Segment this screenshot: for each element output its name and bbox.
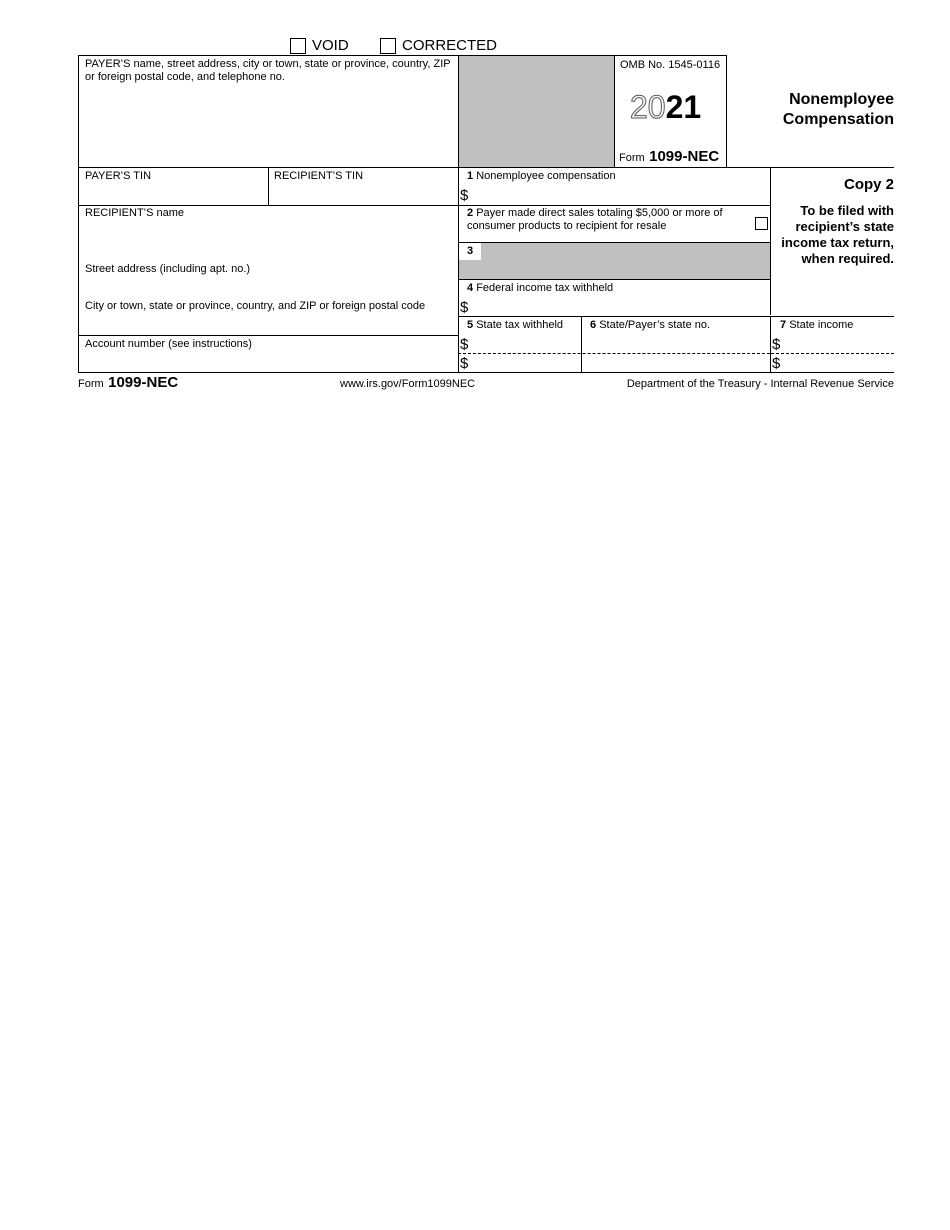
recipient-tin-field[interactable] [269, 184, 457, 204]
box2-label: 2 Payer made direct sales totaling $5,000 or more of consumer products to recipient for resale [467, 207, 723, 232]
gray-shade-box3-lower [459, 260, 481, 279]
line-below-box4 [458, 316, 894, 317]
box2-checkbox[interactable] [755, 217, 768, 230]
frame-top-left [78, 55, 727, 56]
box5-dollar-line1: $ [460, 336, 469, 353]
recipient-city-field[interactable] [79, 314, 457, 334]
form-title: Nonemployee Compensation [782, 91, 894, 128]
box7-label: 7 State income [780, 319, 854, 331]
void-label: VOID [312, 37, 349, 54]
recipient-name-field[interactable] [79, 221, 457, 259]
gray-shade-header [459, 56, 614, 167]
tax-year-outline: 20 [630, 89, 666, 125]
divider-omb-right [726, 55, 727, 167]
box4-dollar: $ [460, 299, 469, 316]
box5-amount-field-1[interactable] [472, 334, 580, 352]
divider-omb-left [614, 55, 615, 167]
dashed-state-line-right [771, 353, 894, 354]
box4-amount-field[interactable] [472, 297, 768, 315]
tax-year-bold: 21 [665, 89, 702, 125]
box7-dollar-line2: $ [772, 355, 781, 372]
account-number-label: Account number (see instructions) [85, 338, 252, 350]
recipient-name-label: RECIPIENT’S name [85, 207, 185, 219]
line-below-box3 [458, 279, 770, 280]
line-below-box2 [458, 242, 770, 243]
omb-number: OMB No. 1545-0116 [620, 59, 721, 71]
box3-label: 3 [467, 245, 474, 257]
box1-label: 1 Nonemployee compensation [467, 170, 616, 182]
box1-amount-field[interactable] [472, 185, 768, 204]
corrected-checkbox[interactable] [380, 38, 396, 54]
box6-label: 6 State/Payer’s state no. [590, 319, 711, 331]
box5-amount-field-2[interactable] [472, 355, 580, 371]
box5-label: 5 State tax withheld [467, 319, 564, 331]
recipient-street-label: Street address (including apt. no.) [85, 263, 251, 275]
account-number-field[interactable] [79, 352, 457, 371]
line-below-tin [78, 205, 770, 206]
divider-box5-6 [581, 316, 582, 372]
box5-dollar-line2: $ [460, 355, 469, 372]
recipient-street-field[interactable] [79, 277, 457, 297]
recipient-tin-label: RECIPIENT’S TIN [274, 170, 364, 182]
divider-payer-right [458, 55, 459, 372]
payer-tin-field[interactable] [79, 184, 267, 204]
dashed-state-line-left [458, 353, 770, 354]
box6-field-2[interactable] [583, 355, 769, 371]
line-below-city [78, 335, 458, 336]
footer-department: Department of the Treasury - Internal Revenue Service [626, 378, 894, 390]
copy-title: Copy 2 [843, 176, 894, 193]
copy-description: To be filed with recipient’s state income tax return, when required. [781, 203, 894, 266]
box1-dollar: $ [460, 187, 469, 204]
payer-name-address-field[interactable] [79, 86, 457, 166]
form-name-header: Form 1099-NEC [619, 148, 720, 165]
line-below-header [78, 167, 894, 168]
box7-amount-field-1[interactable] [784, 334, 892, 352]
gray-shade-box3 [481, 242, 770, 279]
payer-tin-label: PAYER’S TIN [85, 170, 152, 182]
payer-name-address-label: PAYER’S name, street address, city or town, state or province, country, ZIP or foreign postal code, and telephone no. [85, 58, 451, 83]
divider-copy-left [770, 167, 771, 315]
box7-amount-field-2[interactable] [784, 355, 892, 371]
box7-dollar-line1: $ [772, 336, 781, 353]
box6-field-1[interactable] [583, 334, 769, 352]
frame-bottom [78, 372, 894, 373]
footer-form-name: Form 1099-NEC [78, 374, 179, 391]
footer-url: www.irs.gov/Form1099NEC [340, 378, 476, 390]
tax-year [630, 88, 701, 126]
void-checkbox[interactable] [290, 38, 306, 54]
box4-label: 4 Federal income tax withheld [467, 282, 614, 294]
corrected-label: CORRECTED [402, 37, 498, 54]
divider-box6-7 [770, 316, 771, 372]
recipient-city-label: City or town, state or province, country, and ZIP or foreign postal code [85, 300, 426, 312]
